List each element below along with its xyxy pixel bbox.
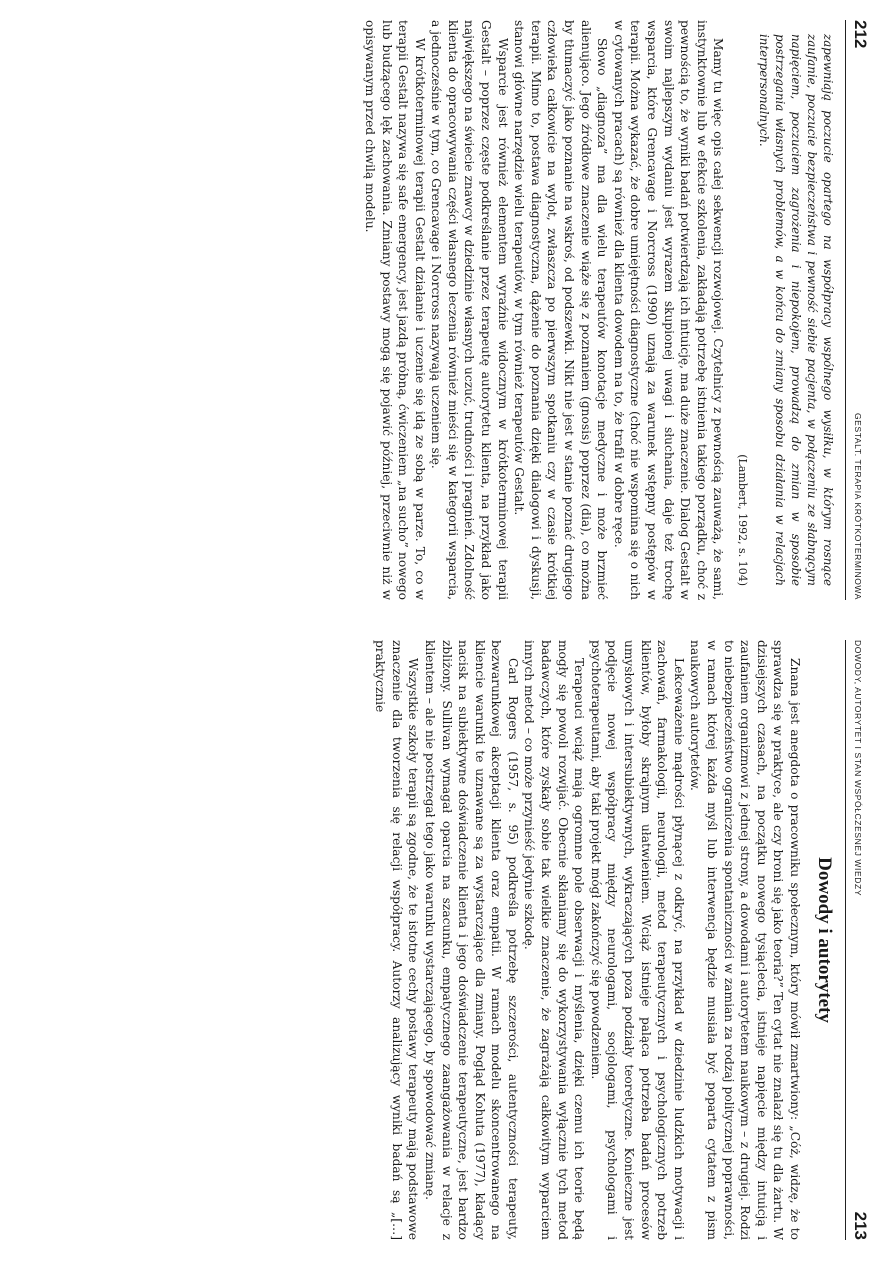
paragraph: Wsparcie jest również elementem wyraźnie widocznym w krótkoterminowej terapii Gestalt – poprzez częste podkreślanie przez terapeutę autorytetu klienta, na przykład jako największego na świecie znawcy w dziedzinie własnych uczuć, trudności i pragnień. Zdolność klienta do opracowywania części własnego leczenia również mieści się w kategorii wsparcia, a jednocześnie w tym, co Grencavage i Norcross nazywają uczeniem się.	[429, 20, 510, 600]
paragraph: Carl Rogers (1957, s. 95) podkreśla potrzebę szczerości, autentyczności terapeuty, bezwarunkowej akceptacji klienta oraz empatii. W ramach modelu skoncentrowanego na kliencie warunki te uznawane są za wystarczające dla zmiany. Pogląd Kohuta (1977), kładący nacisk na subiektywne doświadczenie klienta i jego doświadczenie terapeutyczne, jest bardzo zbliżony. Sullivan wymagał oparcia na szacunku, empatycznego zaangażowania w relacje z klientem – ale nie postrzegał tego jako warunku wystarczającego, by spowodować zmianę.	[422, 640, 520, 1240]
running-header	[845, 640, 870, 1240]
running-title: DOWODY, AUTORYTET I STAN WSPÓŁCZESNEJ WIEDZY	[853, 640, 863, 897]
page-number: 213	[851, 1211, 870, 1240]
paragraph: Lekceważenie mądrości płynącej z odkryć, na przykład w dziedzinie ludzkich motywacji i zachowań, farmakologii, neurologii, metod terapeutycznych i psychologicznych potrzeb klientów, byłoby skrajnym ułatwieniem. Wciąż istnieje paląca potrzeba badań procesów umysłowych i intersubiektywnych, wykraczających poza podziały teoretyczne. Konieczne jest podjęcie nowej współpracy między neurologami, socjologami, psychologami i psychoterapeutami, aby taki projekt mógł zakończyć się powodzeniem.	[588, 640, 686, 1240]
paragraph: Wszystkie szkoły terapii są zgodne, że te istotne cechy postawy terapeuty mają podstawowe znaczenie dla tworzenia się relacji współpracy. Autorzy analizujący wyniki badań są „[…] praktycznie	[373, 640, 421, 1240]
paragraph: Słowo „diagnoza” ma dla wielu terapeutów konotacje medyczne i może brzmieć alienująco. Jego źródłowe znaczenie wiąże się z poznaniem (gnosis) poprzez (dia), co można by tłumaczyć jako poznanie na wskroś, od podszewki. Nikt nie jest w stanie poznać drugiego człowieka całkowicie na wylot, zwłaszcza po pierwszym spotkaniu czy w czasie krótkiej terapii. Mimo to, postawa diagnostyczna, dążenie do poznania dzięki dialogowi i dyskusji, stanowi główne narzędzie wielu terapeutów, w tym również terapeutów Gestalt.	[512, 20, 610, 600]
paragraph: Znana jest anegdota o pracowniku społecznym, który mówił zmartwiony: „Cóż, widzę, że to sprawdza się w praktyce, ale czy broni się jako teoria?” Ten cytat nie znalazł się tu dla żartu. W dzisiejszych czasach, na początku nowego tysiąclecia, istnieje napięcie między intuicją i zaufaniem organizmowi z jednej strony, a dowodami i autorytetem naukowym – z drugiej. Rodzi to niebezpieczeństwo ograniczenia spontaniczności w zamian za rodzaj politycznej poprawności, w ramach której każda myśl lub interwencja będzie musiała być poparta cytatem z pism naukowych autorytetów.	[688, 640, 802, 1240]
paragraph: W krótkoterminowej terapii Gestalt działanie i uczenie się idą ze sobą w parze. To, co w terapii Gestalt nazywa się safe emergency, jest jazdą próbną, ćwiczeniem „na sucho” nowego lub budzącego lęk zachowania. Zmiany postawy mogą się pojawić później, przeciwnie niż w opisywanym przed chwilą modelu.	[362, 20, 427, 600]
block-quote: zapewniają poczucie opartego na współpracy wspólnego wysiłku, w którym rosnące zaufanie, poczucie bezpieczeństwa i pewność siebie pacjenta, w połączeniu ze słabnącym napięciem, poczuciem zagrożenia i niepokojem, prowadzą do zmian w sposobie postrzegania własnych problemów, a w końcu do zmiany sposobu działania w relacjach interpersonalnych.	[757, 34, 835, 586]
page-number: 212	[851, 20, 870, 49]
running-title: GESTALT. TERAPIA KRÓTKOTERMINOWA	[853, 412, 863, 600]
running-header	[845, 20, 870, 600]
citation: (Lambert, 1992, s. 104)	[736, 454, 750, 586]
paragraph: Mamy tu więc opis całej sekwencji rozwojowej. Czytelnicy z pewnością zauważą, że sami, instynktownie lub w efekcie szkolenia, zakładają potrzebę istnienia takiego porządku, choć z pewnością to, że wyniki badań potwierdzają ich intuicję, ma duże znaczenie. Dialog Gestalt w swoim najlepszym wydaniu jest wyrazem skupionej uwagi i słuchania, daje też trochę wsparcia, które Grencavage i Norcross (1990) uznają za warunek wstępny postępów w terapii. Można wykazać, że dobre umiejętności diagnostyczne (choć nie wspomina się o nich w cytowanych pracach) są również dla klienta dowodem na to, że trafił w dobre ręce.	[611, 20, 726, 600]
paragraph: Terapeuci wciąż mają ogromne pole obserwacji i myślenia, dzięki czemu ich teorie będą mogły się powoli rozwijać. Obecnie skłaniamy się do wykorzystywania wyłącznie tych metod badawczych, które zyskały sobie tak wielkie znaczenie, że zagrażają całkowitym wyparciem innych metod – co może przynieść jedynie szkodę.	[522, 640, 587, 1240]
page-212	[10, 20, 870, 600]
page-213	[10, 640, 870, 1240]
section-heading: Dowody i autorytety	[814, 857, 835, 1023]
